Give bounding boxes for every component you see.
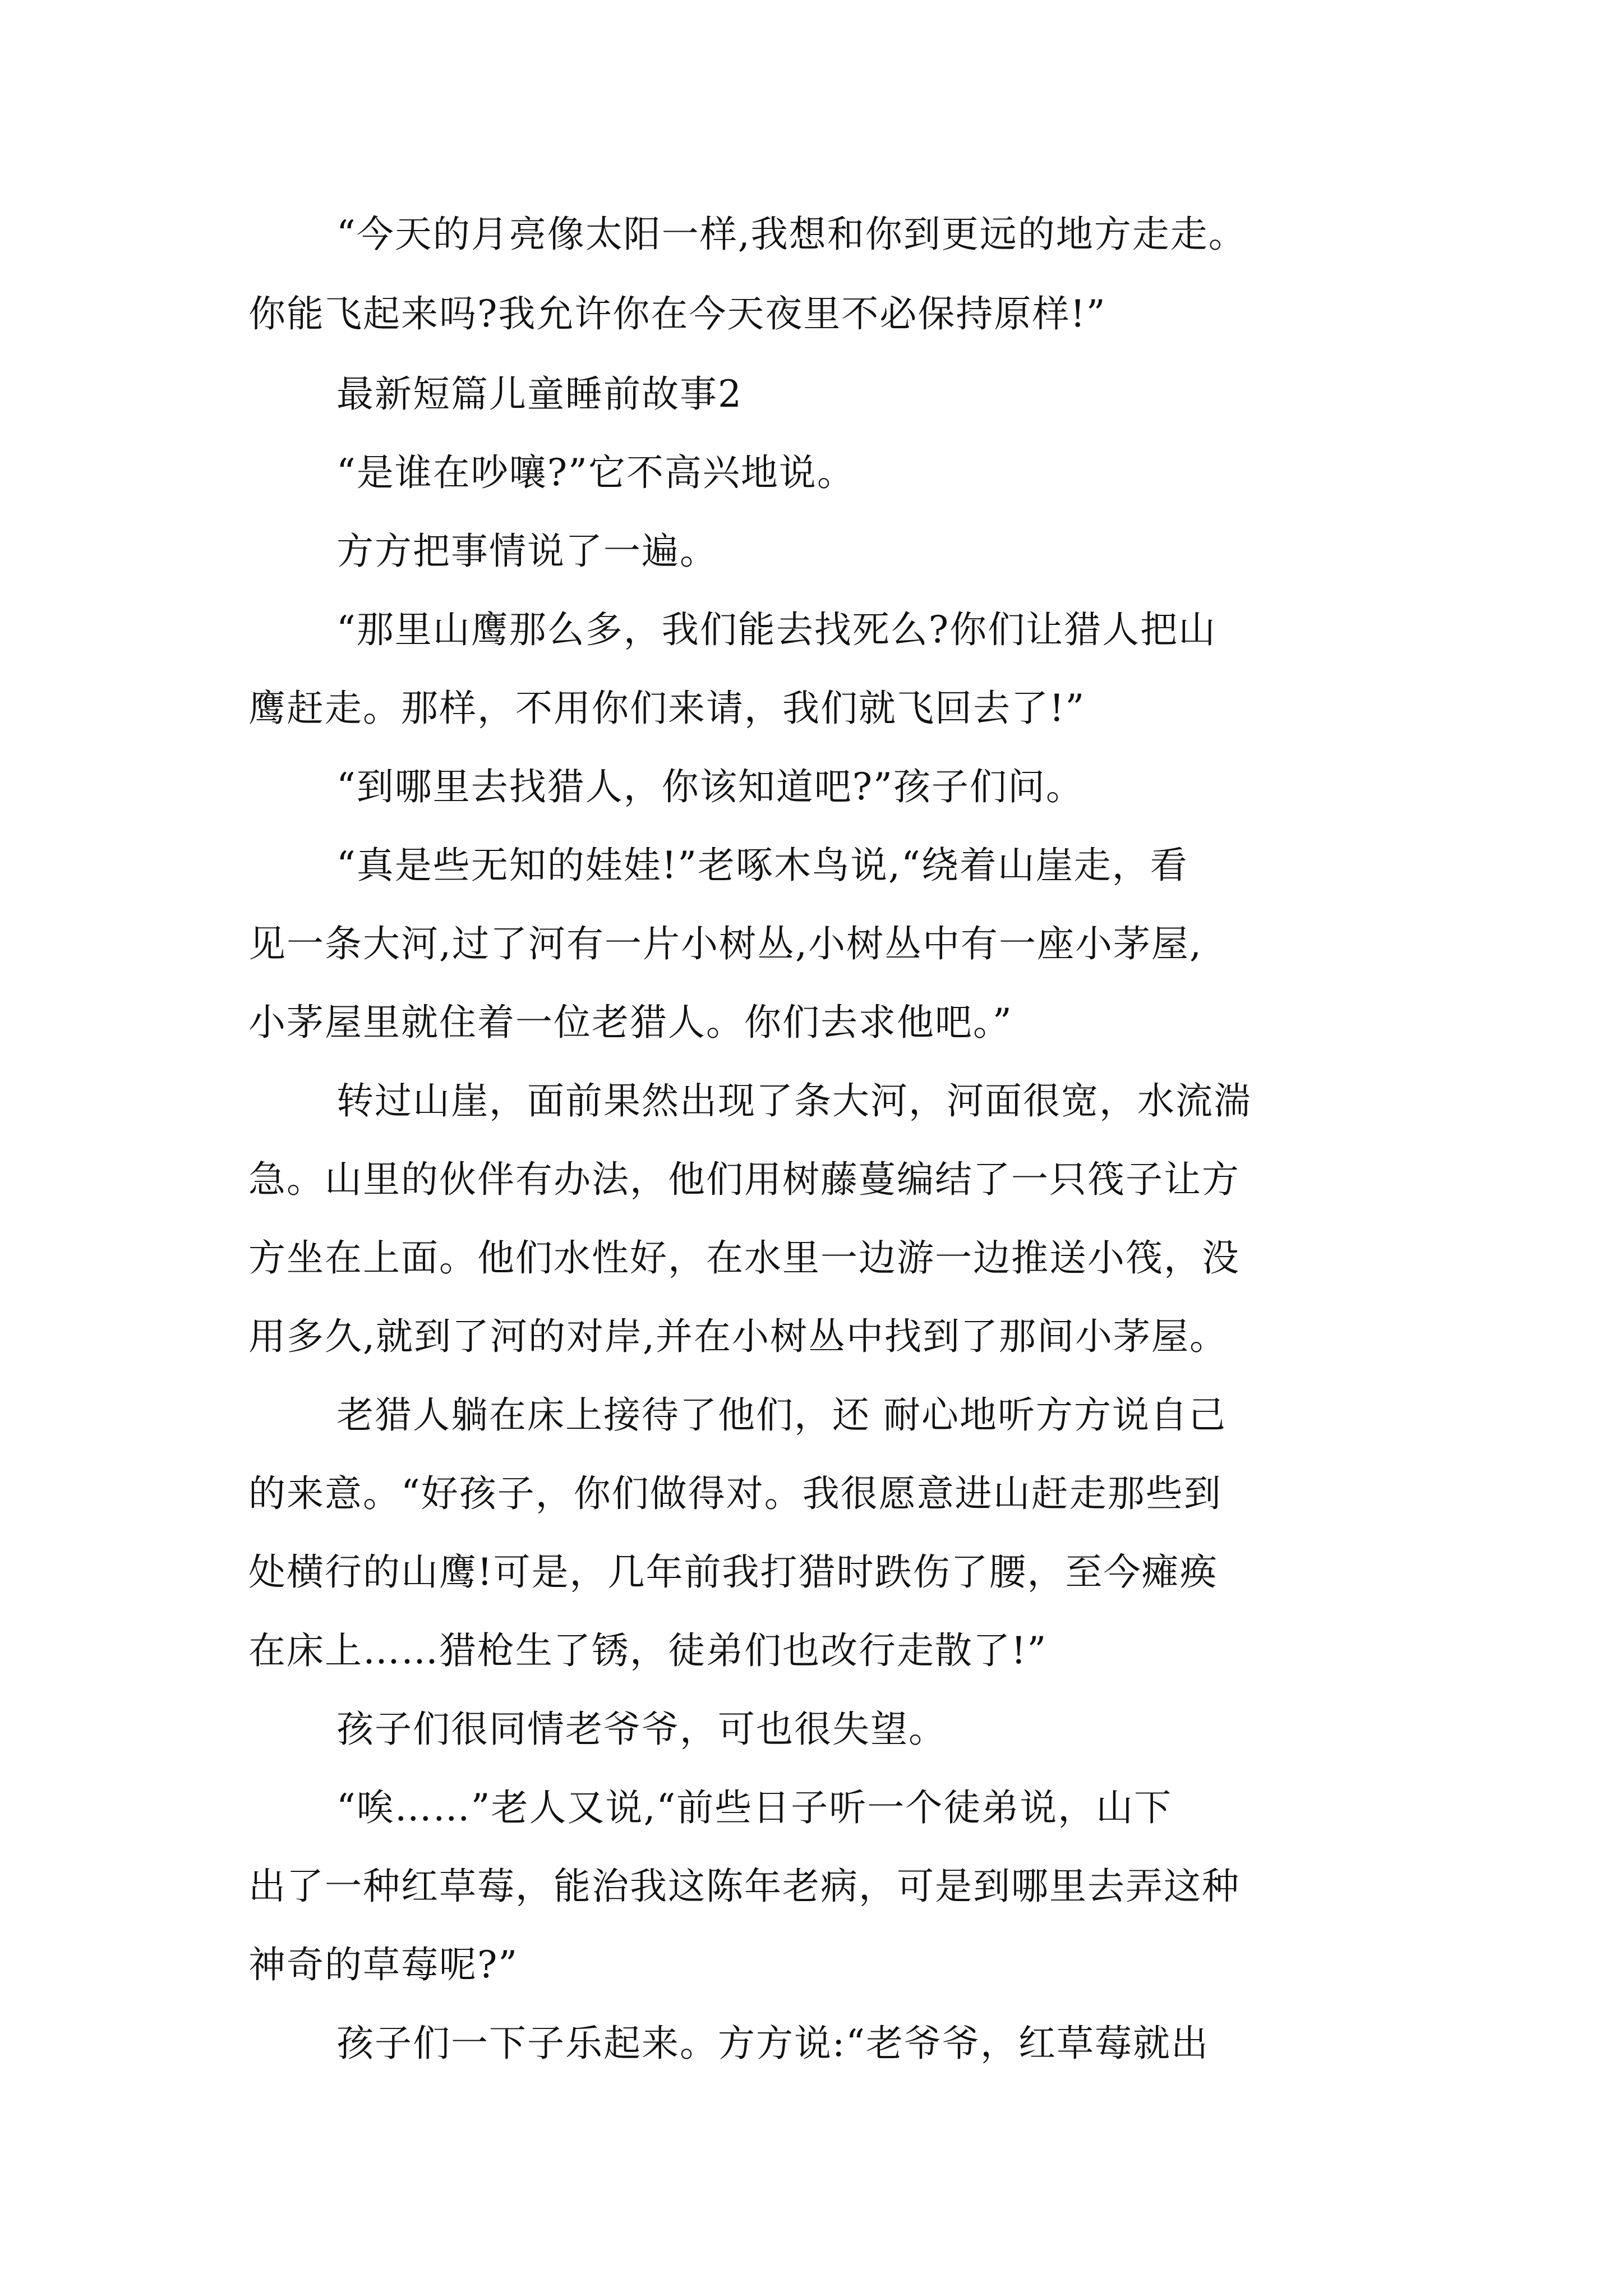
text-line: 你能飞起来吗?我允许你在今天夜里不必保持原样!” [248,292,1106,335]
text-line: “唉……”老人又说,“前些日子听一个徒弟说，山下 [336,1786,1173,1829]
text-line: 在床上……猎枪生了锈，徒弟们也改行走散了!” [248,1629,1048,1672]
text-line: 方方把事情说了一遍。 [336,530,718,573]
text-line: 急。山里的伙伴有办法，他们用树藤蔓编结了一只筏子让方 [248,1158,1240,1201]
text-line: 神奇的草莓呢?” [248,1943,519,1986]
text-line: 方坐在上面。他们水性好，在水里一边游一边推送小筏，没 [248,1236,1240,1280]
text-line: 处横行的山鹰!可是，几年前我打猎时跌伤了腰，至今瘫痪 [248,1550,1218,1594]
text-line: 鹰赶走。那样，不用你们来请，我们就飞回去了!” [248,687,1086,730]
text-line: 孩子们很同情老爷爷，可也很失望。 [336,1708,947,1751]
text-line: “那里山鹰那么多，我们能去找死么?你们让猎人把山 [336,608,1217,651]
text-line: 出了一种红草莓，能治我这陈年老病，可是到哪里去弄这种 [248,1865,1240,1908]
text-line: “今天的月亮像太阳一样,我想和你到更远的地方走走。 [336,213,1247,256]
text-line: 见一条大河,过了河有一片小树丛,小树丛中有一座小茅屋, [248,922,1202,965]
text-line: 老猎人躺在床上接待了他们，还 耐心地听方方说自己 [336,1393,1227,1437]
text-line: 小茅屋里就住着一位老猎人。你们去求他吧。” [248,1001,1013,1044]
text-line: 转过山崖，面前果然出现了条大河，河面很宽，水流湍 [336,1079,1252,1122]
text-line: “到哪里去找猎人，你该知道吧?”孩子们问。 [336,765,1084,808]
text-line: 用多久,就到了河的对岸,并在小树丛中找到了那间小茅屋。 [248,1315,1228,1358]
text-line: 最新短篇儿童睡前故事2 [336,372,743,416]
text-line: 的来意。“好孩子，你们做得对。我很愿意进山赶走那些到 [248,1472,1222,1515]
text-line: “是谁在吵嚷?”它不高兴地说。 [336,451,855,494]
text-line: “真是些无知的娃娃!”老啄木鸟说,“绕着山崖走，看 [336,844,1188,887]
text-line: 孩子们一下子乐起来。方方说:“老爷爷，红草莓就出 [336,2022,1209,2065]
